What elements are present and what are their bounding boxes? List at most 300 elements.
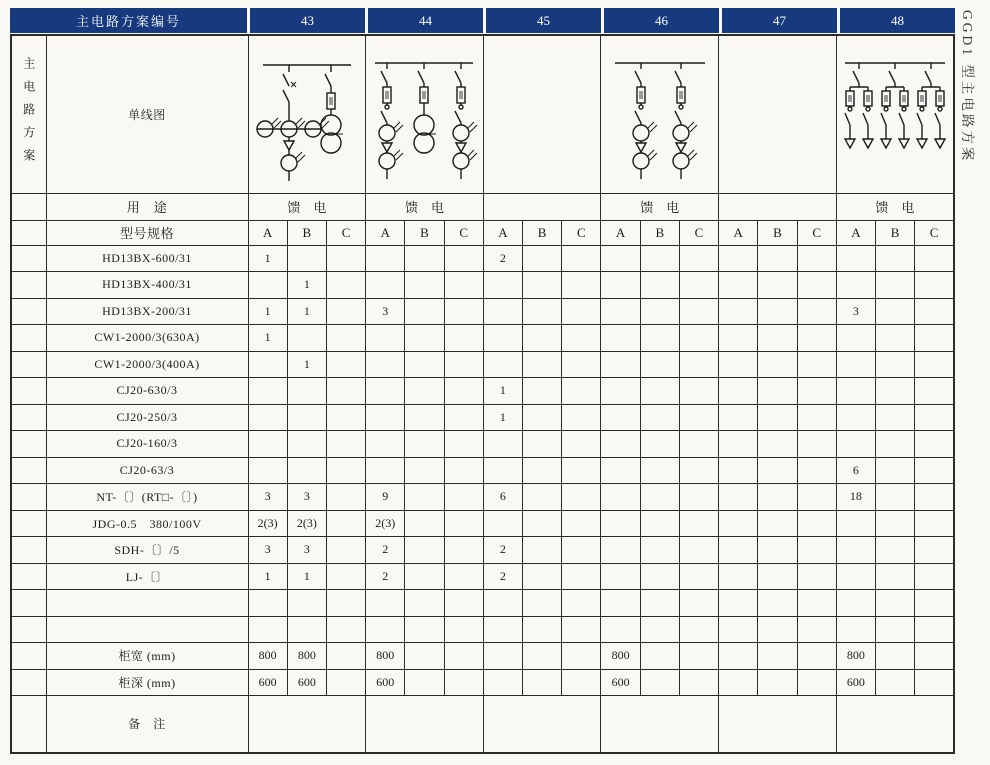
- table-row: [11, 669, 954, 696]
- quantity-cell: [562, 616, 601, 643]
- quantity-cell: [640, 245, 679, 272]
- subcolumn-header: B: [640, 220, 679, 245]
- quantity-cell: [876, 643, 915, 670]
- quantity-cell: [523, 404, 562, 431]
- quantity-cell: 1: [287, 351, 326, 378]
- quantity-cell: [876, 272, 915, 299]
- quantity-cell: 600: [601, 669, 640, 696]
- quantity-cell: [601, 272, 640, 299]
- quantity-cell: [876, 457, 915, 484]
- component-label: HD13BX-200/31: [46, 298, 248, 325]
- quantity-cell: [797, 537, 836, 564]
- quantity-cell: [523, 431, 562, 458]
- quantity-cell: 600: [836, 669, 875, 696]
- component-label: CW1-2000/3(400A): [46, 351, 248, 378]
- component-label: CJ20-160/3: [46, 431, 248, 458]
- quantity-cell: [326, 431, 365, 458]
- quantity-cell: [405, 590, 444, 617]
- quantity-cell: 6: [483, 484, 522, 511]
- diagram-cell-47: [719, 35, 837, 193]
- quantity-cell: [876, 378, 915, 405]
- component-label: JDG-0.5 380/100V: [46, 510, 248, 537]
- row-left-cell: [11, 298, 46, 325]
- table-row: [11, 325, 954, 352]
- quantity-cell: [601, 431, 640, 458]
- quantity-cell: [758, 563, 797, 590]
- quantity-cell: 1: [287, 298, 326, 325]
- quantity-cell: [562, 563, 601, 590]
- quantity-cell: [444, 378, 483, 405]
- quantity-cell: [719, 590, 758, 617]
- quantity-cell: [523, 537, 562, 564]
- quantity-cell: [719, 404, 758, 431]
- quantity-cell: [640, 351, 679, 378]
- subcolumn-header: B: [405, 220, 444, 245]
- table-row: [11, 351, 954, 378]
- quantity-cell: 3: [248, 484, 287, 511]
- quantity-cell: [679, 510, 718, 537]
- quantity-cell: [915, 484, 954, 511]
- row-left-cell: [11, 431, 46, 458]
- quantity-cell: [758, 484, 797, 511]
- quantity-cell: [562, 351, 601, 378]
- component-label: HD13BX-400/31: [46, 272, 248, 299]
- quantity-cell: [719, 457, 758, 484]
- table-row: [11, 457, 954, 484]
- component-label: CJ20-630/3: [46, 378, 248, 405]
- row-left-cell: [11, 484, 46, 511]
- quantity-cell: [444, 563, 483, 590]
- quantity-cell: [405, 245, 444, 272]
- quantity-cell: [797, 563, 836, 590]
- quantity-cell: [836, 616, 875, 643]
- quantity-cell: [562, 669, 601, 696]
- quantity-cell: [679, 325, 718, 352]
- table-row: [11, 431, 954, 458]
- quantity-cell: 3: [287, 537, 326, 564]
- quantity-cell: [562, 245, 601, 272]
- diagram-cell-45: [483, 35, 601, 193]
- quantity-cell: [758, 537, 797, 564]
- table-row: [11, 404, 954, 431]
- quantity-cell: [326, 378, 365, 405]
- quantity-cell: [562, 484, 601, 511]
- quantity-cell: [483, 351, 522, 378]
- quantity-cell: [640, 616, 679, 643]
- quantity-cell: [326, 272, 365, 299]
- quantity-cell: [915, 616, 954, 643]
- quantity-cell: [483, 616, 522, 643]
- subcolumn-header: B: [523, 220, 562, 245]
- quantity-cell: [797, 510, 836, 537]
- usage-cell-45: [483, 193, 601, 220]
- row-left-cell: [11, 590, 46, 617]
- quantity-cell: [405, 351, 444, 378]
- quantity-cell: [248, 457, 287, 484]
- quantity-cell: [523, 643, 562, 670]
- quantity-cell: [758, 590, 797, 617]
- quantity-cell: [483, 298, 522, 325]
- table-row: [11, 643, 954, 670]
- quantity-cell: [876, 510, 915, 537]
- table-row: [11, 484, 954, 511]
- scheme-number-header: 44: [365, 8, 483, 33]
- component-label: HD13BX-600/31: [46, 245, 248, 272]
- table-row: [11, 272, 954, 299]
- quantity-cell: [562, 404, 601, 431]
- quantity-cell: [876, 616, 915, 643]
- quantity-cell: [719, 484, 758, 511]
- quantity-cell: 1: [287, 272, 326, 299]
- vertical-section-label: [11, 35, 46, 193]
- quantity-cell: [758, 245, 797, 272]
- quantity-cell: [640, 272, 679, 299]
- quantity-cell: [326, 245, 365, 272]
- single-line-diagram-44: [367, 39, 481, 189]
- quantity-cell: [444, 643, 483, 670]
- quantity-cell: [287, 431, 326, 458]
- quantity-cell: [483, 272, 522, 299]
- quantity-cell: [562, 590, 601, 617]
- quantity-cell: [523, 590, 562, 617]
- quantity-cell: [836, 378, 875, 405]
- quantity-cell: [523, 563, 562, 590]
- quantity-cell: [483, 325, 522, 352]
- quantity-cell: [640, 378, 679, 405]
- quantity-cell: [562, 510, 601, 537]
- quantity-cell: [915, 272, 954, 299]
- quantity-cell: [719, 563, 758, 590]
- quantity-cell: [601, 563, 640, 590]
- quantity-cell: [719, 351, 758, 378]
- quantity-cell: [483, 669, 522, 696]
- quantity-cell: [287, 245, 326, 272]
- quantity-cell: [876, 590, 915, 617]
- component-label: CW1-2000/3(630A): [46, 325, 248, 352]
- quantity-cell: [758, 616, 797, 643]
- remark-cell-44: [366, 696, 484, 753]
- quantity-cell: 3: [366, 298, 405, 325]
- diagram-cell-44: [366, 35, 484, 193]
- quantity-cell: [836, 537, 875, 564]
- row-left-cell: [11, 245, 46, 272]
- remark-cell-48: [836, 696, 954, 753]
- scheme-header-title: 主电路方案编号: [10, 8, 247, 33]
- quantity-cell: 1: [248, 325, 287, 352]
- usage-row-label: 用 途: [46, 193, 248, 220]
- single-line-diagram-43: [251, 39, 363, 189]
- subcolumn-header: A: [836, 220, 875, 245]
- quantity-cell: [326, 537, 365, 564]
- quantity-cell: [326, 298, 365, 325]
- quantity-cell: [719, 325, 758, 352]
- quantity-cell: [719, 643, 758, 670]
- quantity-cell: 2(3): [248, 510, 287, 537]
- quantity-cell: [326, 563, 365, 590]
- quantity-cell: 2: [366, 563, 405, 590]
- quantity-cell: 1: [287, 563, 326, 590]
- quantity-cell: 3: [836, 298, 875, 325]
- row-left-cell: [11, 378, 46, 405]
- quantity-cell: [640, 484, 679, 511]
- table-row: [11, 298, 954, 325]
- component-label: 柜深 (mm): [46, 669, 248, 696]
- scheme-number-header: 47: [719, 8, 837, 33]
- remark-cell-46: [601, 696, 719, 753]
- quantity-cell: [287, 404, 326, 431]
- quantity-cell: [366, 351, 405, 378]
- subcolumn-header: A: [719, 220, 758, 245]
- subcolumn-header: C: [679, 220, 718, 245]
- quantity-cell: [287, 325, 326, 352]
- remark-row-label: 备 注: [46, 696, 248, 753]
- table-row: [11, 616, 954, 643]
- scheme-number-header: 46: [601, 8, 719, 33]
- quantity-cell: [876, 484, 915, 511]
- quantity-cell: [915, 431, 954, 458]
- quantity-cell: [601, 378, 640, 405]
- quantity-cell: [523, 616, 562, 643]
- quantity-cell: [797, 457, 836, 484]
- quantity-cell: 2(3): [287, 510, 326, 537]
- scheme-number-header: 45: [483, 8, 601, 33]
- quantity-cell: [758, 643, 797, 670]
- quantity-cell: 800: [366, 643, 405, 670]
- quantity-cell: [326, 643, 365, 670]
- quantity-cell: [915, 351, 954, 378]
- quantity-cell: [601, 351, 640, 378]
- quantity-cell: [444, 669, 483, 696]
- spec-header-label: 型号规格: [46, 220, 248, 245]
- usage-row: [11, 193, 954, 220]
- diagram-row-label: 单线图: [46, 35, 248, 193]
- quantity-cell: [758, 298, 797, 325]
- quantity-cell: [915, 669, 954, 696]
- quantity-cell: [366, 272, 405, 299]
- quantity-cell: [483, 643, 522, 670]
- quantity-cell: [405, 404, 444, 431]
- subcolumn-header: C: [444, 220, 483, 245]
- quantity-cell: [797, 643, 836, 670]
- quantity-cell: [405, 537, 444, 564]
- diagram-cell-46: [601, 35, 719, 193]
- quantity-cell: [601, 616, 640, 643]
- quantity-cell: [797, 378, 836, 405]
- quantity-cell: [679, 431, 718, 458]
- quantity-cell: 18: [836, 484, 875, 511]
- quantity-cell: [366, 616, 405, 643]
- quantity-cell: [915, 510, 954, 537]
- quantity-cell: [679, 537, 718, 564]
- quantity-cell: [836, 245, 875, 272]
- quantity-cell: [876, 245, 915, 272]
- quantity-cell: [876, 669, 915, 696]
- table-row: [11, 378, 954, 405]
- quantity-cell: [523, 669, 562, 696]
- quantity-cell: [719, 510, 758, 537]
- quantity-cell: [248, 431, 287, 458]
- quantity-cell: [836, 431, 875, 458]
- quantity-cell: [836, 404, 875, 431]
- row-left-cell: [11, 220, 46, 245]
- row-left-cell: [11, 325, 46, 352]
- scheme-number-header: 48: [837, 8, 955, 33]
- quantity-cell: [915, 563, 954, 590]
- quantity-cell: [719, 431, 758, 458]
- quantity-cell: [679, 298, 718, 325]
- quantity-cell: [562, 537, 601, 564]
- diagram-cell-43: [248, 35, 366, 193]
- quantity-cell: [915, 643, 954, 670]
- quantity-cell: [797, 351, 836, 378]
- quantity-cell: [523, 325, 562, 352]
- component-label: [46, 590, 248, 617]
- quantity-cell: [444, 457, 483, 484]
- row-left-cell: [11, 272, 46, 299]
- quantity-cell: [326, 484, 365, 511]
- quantity-cell: [562, 431, 601, 458]
- quantity-cell: 3: [248, 537, 287, 564]
- quantity-cell: 1: [483, 378, 522, 405]
- quantity-cell: [640, 669, 679, 696]
- vertical-section-label-text: 主电路方案: [21, 56, 36, 172]
- quantity-cell: [326, 351, 365, 378]
- quantity-cell: [248, 272, 287, 299]
- quantity-cell: [836, 325, 875, 352]
- row-left-cell: [11, 616, 46, 643]
- quantity-cell: [601, 404, 640, 431]
- main-circuit-table: [10, 34, 955, 754]
- quantity-cell: [876, 563, 915, 590]
- quantity-cell: [915, 404, 954, 431]
- row-left-cell: [11, 351, 46, 378]
- quantity-cell: 800: [601, 643, 640, 670]
- component-label: LJ-〔〕: [46, 563, 248, 590]
- quantity-cell: [915, 457, 954, 484]
- quantity-cell: [405, 510, 444, 537]
- quantity-cell: [562, 457, 601, 484]
- quantity-cell: [915, 245, 954, 272]
- quantity-cell: [405, 298, 444, 325]
- quantity-cell: [248, 590, 287, 617]
- quantity-cell: [719, 272, 758, 299]
- row-left-cell: [11, 510, 46, 537]
- quantity-cell: [601, 510, 640, 537]
- remark-cell-47: [719, 696, 837, 753]
- quantity-cell: [444, 510, 483, 537]
- subcolumn-header: B: [876, 220, 915, 245]
- quantity-cell: [915, 590, 954, 617]
- subcolumn-header: B: [758, 220, 797, 245]
- quantity-cell: [758, 378, 797, 405]
- quantity-cell: [797, 404, 836, 431]
- table-row: [11, 563, 954, 590]
- quantity-cell: [758, 457, 797, 484]
- quantity-cell: [758, 272, 797, 299]
- quantity-cell: [523, 457, 562, 484]
- quantity-cell: [444, 431, 483, 458]
- quantity-cell: [679, 563, 718, 590]
- row-left-cell: [11, 457, 46, 484]
- quantity-cell: [601, 325, 640, 352]
- quantity-cell: [876, 298, 915, 325]
- quantity-cell: [679, 245, 718, 272]
- quantity-cell: [601, 245, 640, 272]
- quantity-cell: [836, 590, 875, 617]
- quantity-cell: [601, 457, 640, 484]
- quantity-cell: 2: [483, 245, 522, 272]
- quantity-cell: [326, 616, 365, 643]
- quantity-cell: 800: [836, 643, 875, 670]
- row-left-cell: [11, 193, 46, 220]
- quantity-cell: [405, 643, 444, 670]
- diagram-cell-48: [836, 35, 954, 193]
- quantity-cell: [444, 325, 483, 352]
- usage-cell-47: [719, 193, 837, 220]
- remark-cell-43: [248, 696, 366, 753]
- quantity-cell: [836, 563, 875, 590]
- quantity-cell: [797, 590, 836, 617]
- quantity-cell: [640, 510, 679, 537]
- row-left-cell: [11, 696, 46, 753]
- remark-row: [11, 696, 954, 753]
- quantity-cell: [366, 590, 405, 617]
- usage-cell-46: 馈 电: [601, 193, 719, 220]
- quantity-cell: [719, 616, 758, 643]
- quantity-cell: [915, 298, 954, 325]
- quantity-cell: [915, 537, 954, 564]
- quantity-cell: [366, 404, 405, 431]
- subcolumn-header: A: [366, 220, 405, 245]
- subcolumn-header: C: [562, 220, 601, 245]
- quantity-cell: [876, 325, 915, 352]
- quantity-cell: [679, 616, 718, 643]
- single-line-diagram-48: [837, 39, 953, 189]
- quantity-cell: [366, 325, 405, 352]
- subcolumn-header: A: [248, 220, 287, 245]
- quantity-cell: 1: [248, 563, 287, 590]
- quantity-cell: [444, 351, 483, 378]
- quantity-cell: 800: [287, 643, 326, 670]
- subcolumn-header: C: [326, 220, 365, 245]
- quantity-cell: [248, 378, 287, 405]
- usage-cell-48: 馈 电: [836, 193, 954, 220]
- quantity-cell: [483, 457, 522, 484]
- quantity-cell: [797, 616, 836, 643]
- row-left-cell: [11, 563, 46, 590]
- quantity-cell: [915, 325, 954, 352]
- quantity-cell: [366, 457, 405, 484]
- quantity-cell: [562, 643, 601, 670]
- quantity-cell: [405, 431, 444, 458]
- usage-cell-44: 馈 电: [366, 193, 484, 220]
- quantity-cell: [405, 378, 444, 405]
- quantity-cell: [679, 643, 718, 670]
- quantity-cell: [405, 669, 444, 696]
- quantity-cell: [287, 590, 326, 617]
- quantity-cell: [719, 378, 758, 405]
- quantity-cell: [523, 510, 562, 537]
- single-line-diagram-46: [603, 39, 717, 189]
- quantity-cell: [444, 590, 483, 617]
- diagram-row: [11, 35, 954, 193]
- table-row: [11, 510, 954, 537]
- quantity-cell: [797, 669, 836, 696]
- quantity-cell: [758, 404, 797, 431]
- quantity-cell: [326, 510, 365, 537]
- quantity-cell: [483, 431, 522, 458]
- quantity-cell: [405, 563, 444, 590]
